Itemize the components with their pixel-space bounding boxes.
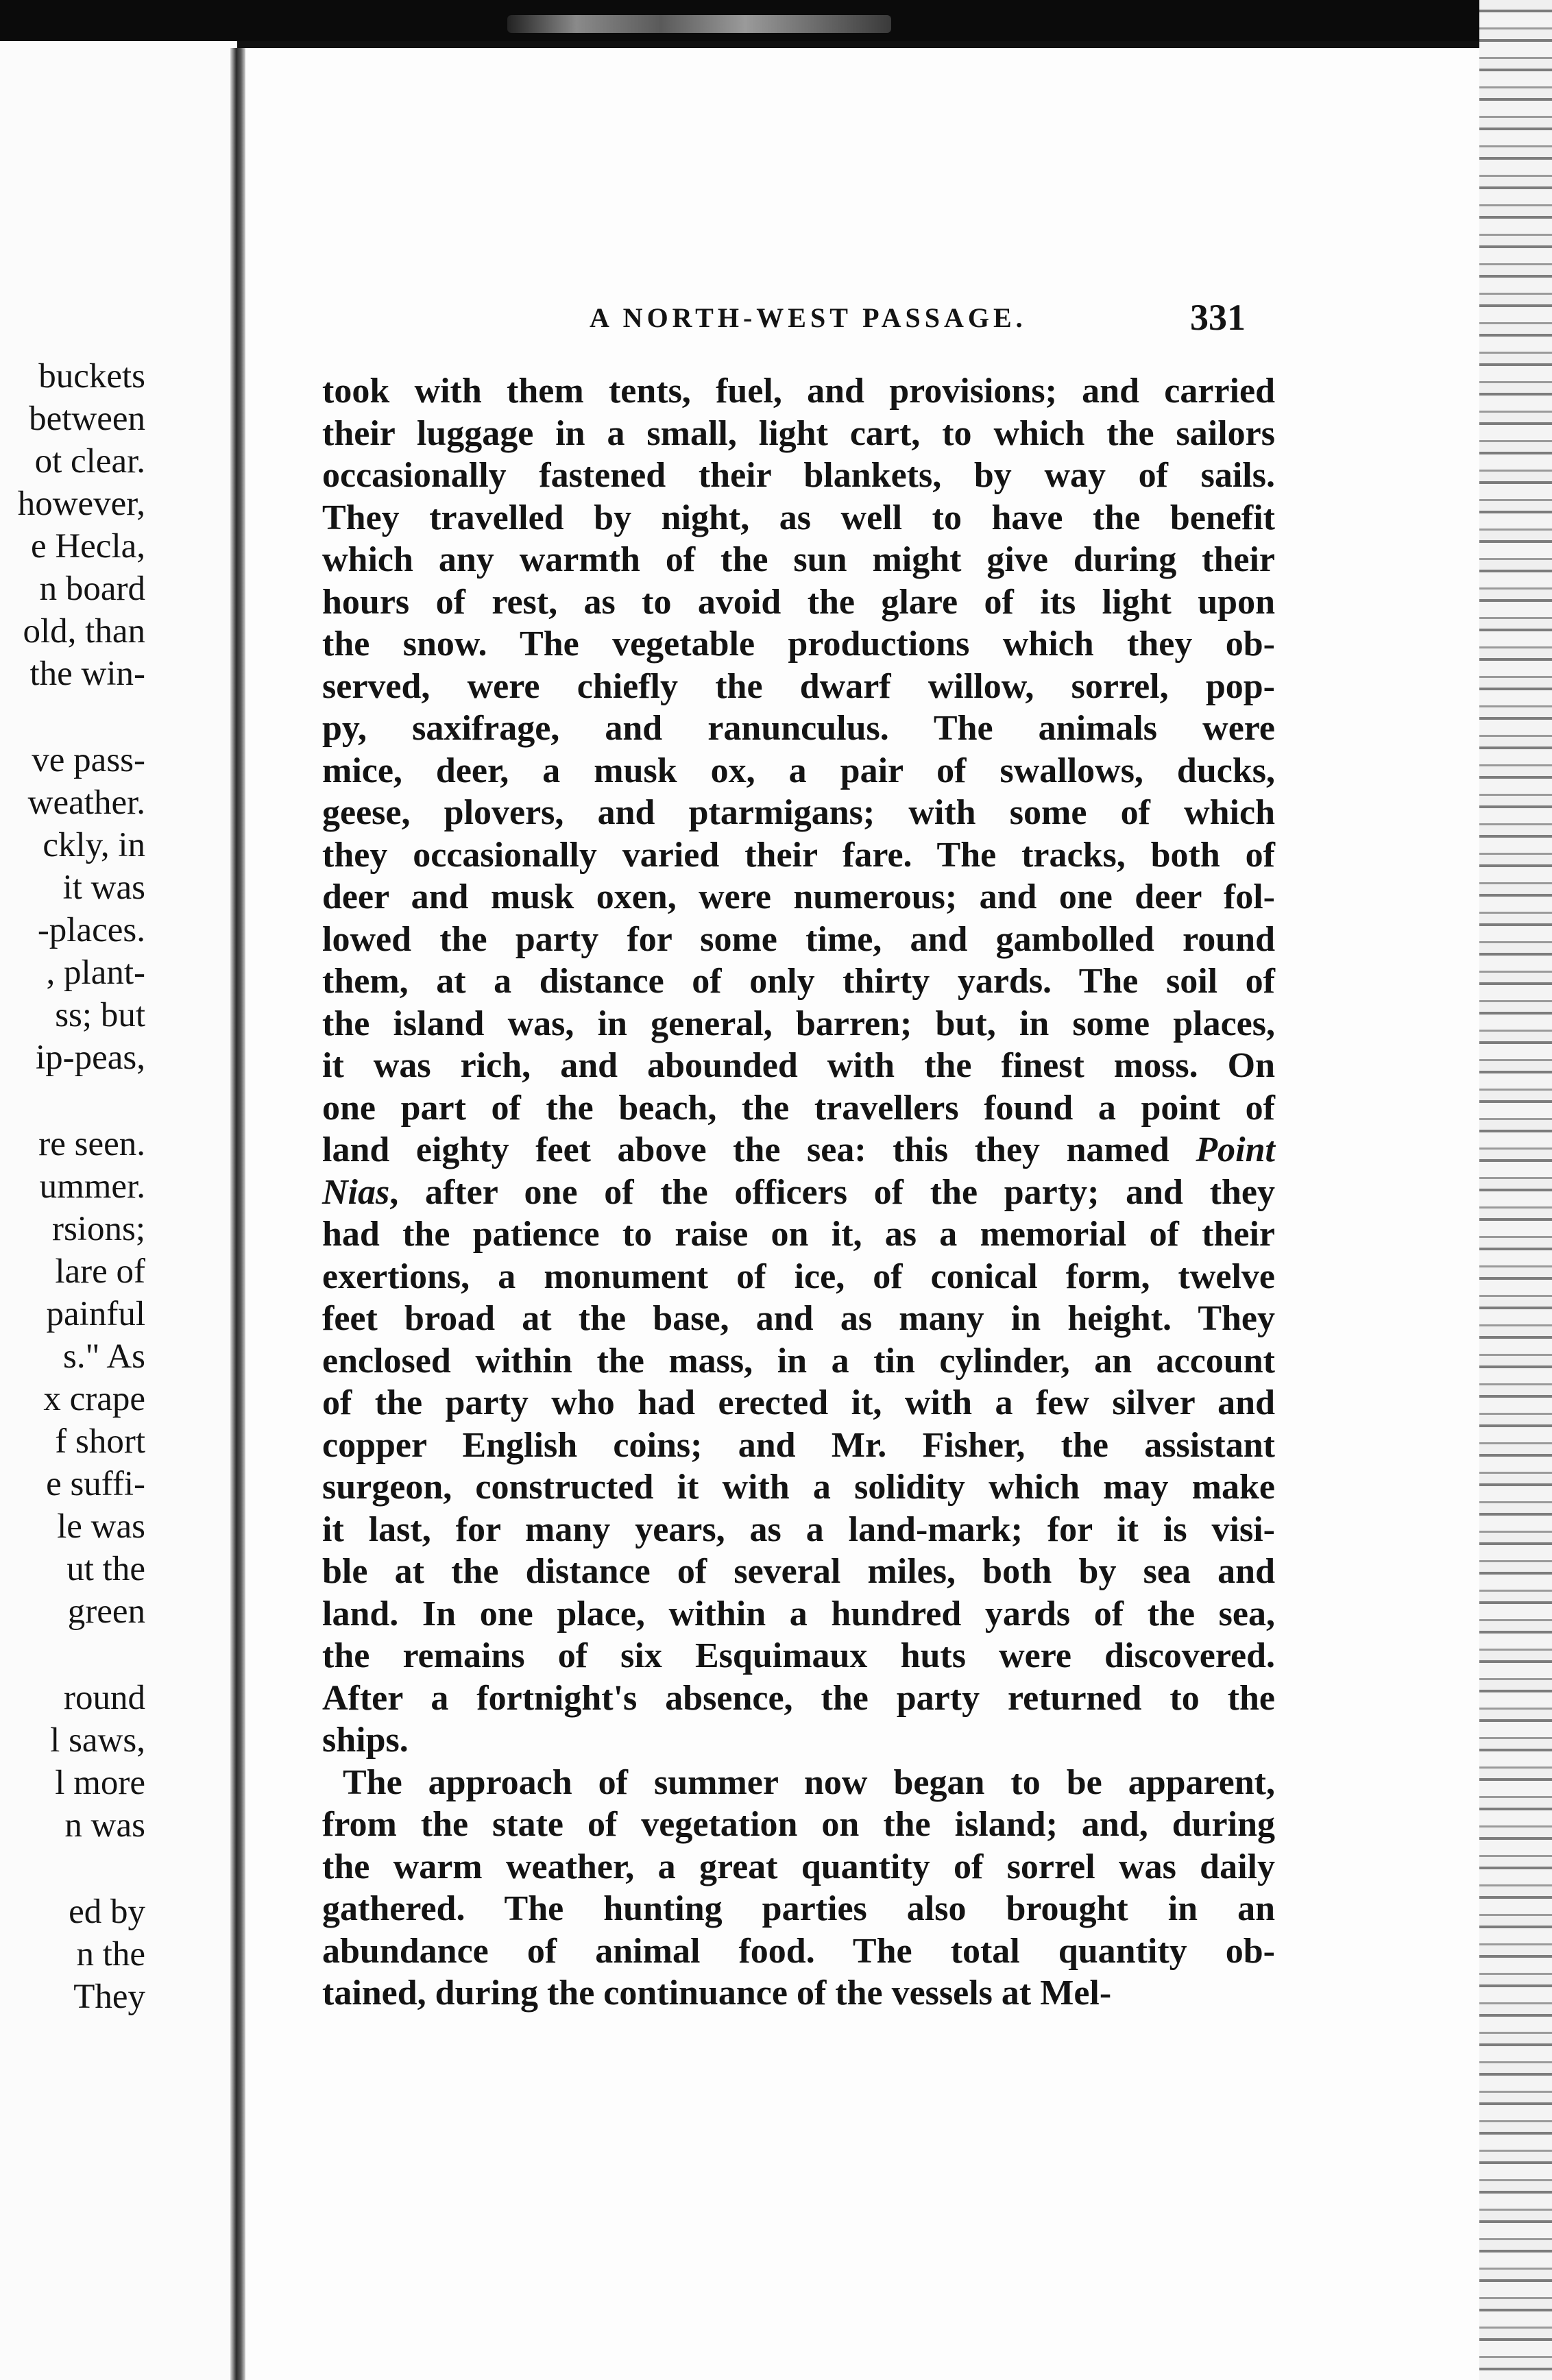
- scan-top-border: [0, 0, 1552, 41]
- text-line: the island was, in general, barren; but, in some places,: [322, 1004, 1275, 1043]
- text-line: one part of the beach, the travellers found a point of: [322, 1088, 1275, 1128]
- text-line: took with them tents, fuel, and provisions; and carried: [322, 372, 1275, 411]
- left-page-line: rsions;: [51, 1210, 145, 1248]
- left-page-line: buckets: [38, 357, 145, 396]
- body-text: [322, 370, 1275, 2015]
- text-line: their luggage in a small, light cart, to which the sailors: [322, 413, 1275, 453]
- text-line: which any warmth of the sun might give during their: [322, 540, 1275, 579]
- left-page-line: ut the: [66, 1550, 145, 1588]
- text-line: deer and musk oxen, were numerous; and one deer fol-: [322, 877, 1275, 916]
- left-page-line: round: [64, 1679, 145, 1717]
- left-page-line: ot clear.: [34, 442, 145, 481]
- text-line: copper English coins; and Mr. Fisher, the assistant: [322, 1425, 1275, 1465]
- text-line: Nias, after one of the officers of the party; and they: [322, 1172, 1275, 1212]
- text-line: feet broad at the base, and as many in height. They: [322, 1299, 1275, 1338]
- text-line: ble at the distance of several miles, both by sea and: [322, 1552, 1275, 1591]
- text-line: them, at a distance of only thirty yards. The soil of: [322, 962, 1275, 1001]
- text-line: geese, plovers, and ptarmigans; with some of which: [322, 793, 1275, 832]
- text-line: The approach of summer now began to be apparent,: [343, 1762, 1275, 1802]
- text-line: occasionally fastened their blankets, by way of sails.: [322, 456, 1275, 495]
- book-gutter: [230, 48, 245, 2380]
- text-line: gathered. The hunting parties also brought in an: [322, 1889, 1275, 1928]
- text-line: had the patience to raise on it, as a memorial of their: [322, 1215, 1275, 1254]
- left-page-line: e Hecla,: [30, 527, 145, 566]
- left-page-line: it was: [62, 869, 145, 907]
- left-page-line: old, than: [23, 612, 145, 651]
- left-page-line: f short: [55, 1422, 145, 1461]
- left-page-line: ss; but: [55, 996, 145, 1034]
- text-line: exertions, a monument of ice, of conical form, twelve: [322, 1256, 1275, 1296]
- page-number: 331: [1190, 297, 1246, 338]
- left-page: [0, 41, 237, 2380]
- running-head: A NORTH-WEST PASSAGE.: [590, 302, 1027, 333]
- text-line: land eighty feet above the sea: this they named Point: [322, 1130, 1275, 1169]
- text-line: the remains of six Esquimaux huts were discovered.: [322, 1636, 1275, 1675]
- text-line: the warm weather, a great quantity of sorrel was daily: [322, 1847, 1275, 1886]
- text-line: ships.: [322, 1721, 409, 1760]
- left-page-line: l saws,: [50, 1721, 145, 1760]
- text-line: They travelled by night, as well to have the benefit: [322, 498, 1275, 537]
- text-line: from the state of vegetation on the island; and, during: [322, 1805, 1275, 1844]
- left-page-line: lare of: [55, 1252, 145, 1291]
- left-page-line: ip-peas,: [35, 1039, 145, 1077]
- text-line: surgeon, constructed it with a solidity which may make: [322, 1468, 1275, 1507]
- left-page-line: l more: [55, 1764, 145, 1802]
- left-page-line: the win-: [29, 655, 145, 693]
- left-page-line: between: [29, 400, 145, 438]
- left-page-line: s." As: [62, 1337, 145, 1376]
- text-line: hours of rest, as to avoid the glare of its light upon: [322, 582, 1275, 622]
- left-page-line: e suffi-: [46, 1465, 145, 1503]
- left-page-line: painful: [46, 1295, 145, 1333]
- left-page-line: , plant-: [46, 954, 145, 992]
- text-line: the snow. The vegetable productions which they ob-: [322, 624, 1275, 664]
- left-page-line: x crape: [43, 1380, 145, 1418]
- scan-smudge: [507, 15, 891, 33]
- left-page-line: -places.: [37, 911, 145, 949]
- left-page-line: green: [67, 1592, 145, 1631]
- text-line: it last, for many years, as a land-mark; for it is visi-: [322, 1509, 1275, 1549]
- text-line: mice, deer, a musk ox, a pair of swallows, ducks,: [322, 751, 1275, 790]
- text-line: land. In one place, within a hundred yards of the sea,: [322, 1594, 1275, 1634]
- left-page-line: They: [73, 1978, 145, 2016]
- left-page-line: weather.: [27, 784, 145, 822]
- left-page-line: however,: [17, 485, 145, 523]
- text-line: enclosed within the mass, in a tin cylinder, an account: [322, 1341, 1275, 1381]
- page-edges: [1479, 0, 1552, 2380]
- left-page-line: re seen.: [38, 1125, 145, 1163]
- text-line: served, were chiefly the dwarf willow, sorrel, pop-: [322, 666, 1275, 706]
- text-line: it was rich, and abounded with the finest moss. On: [322, 1046, 1275, 1085]
- text-line: py, saxifrage, and ranunculus. The animals were: [322, 709, 1275, 748]
- text-line: abundance of animal food. The total quantity ob-: [322, 1931, 1275, 1971]
- text-line: After a fortnight's absence, the party returned to the: [322, 1678, 1275, 1718]
- left-page-line: ve pass-: [32, 741, 145, 779]
- text-line: they occasionally varied their fare. The tracks, both of: [322, 835, 1275, 875]
- text-line: lowed the party for some time, and gambolled round: [322, 919, 1275, 959]
- text-line: of the party who had erected it, with a few silver and: [322, 1383, 1275, 1422]
- left-page-line: n was: [64, 1806, 145, 1845]
- text-line: tained, during the continuance of the vessels at Mel-: [322, 1974, 1112, 2013]
- left-page-line: n board: [39, 570, 145, 608]
- left-page-line: n the: [76, 1935, 145, 1974]
- left-page-line: ed by: [69, 1893, 145, 1931]
- left-page-line: ckly, in: [43, 826, 145, 864]
- left-page-line: ummer.: [39, 1167, 145, 1206]
- left-page-line: le was: [57, 1507, 145, 1546]
